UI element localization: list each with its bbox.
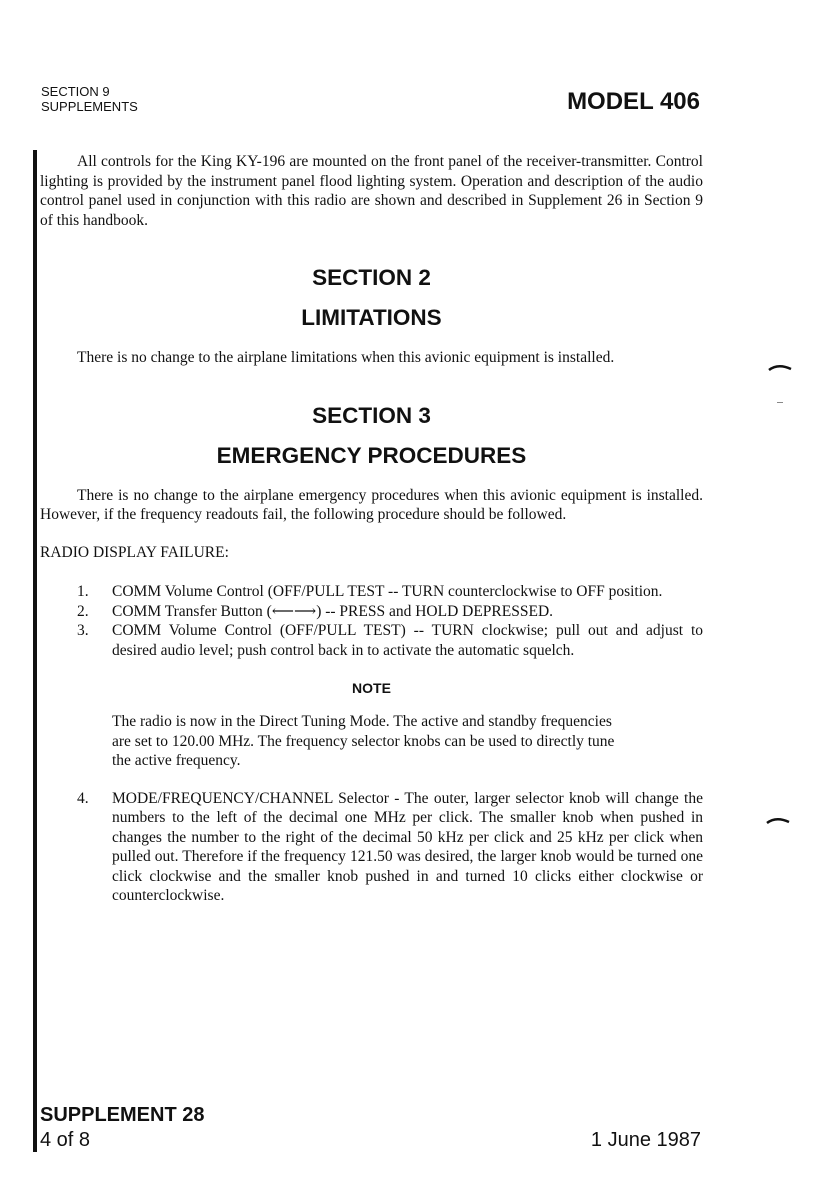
header-section-label — [41, 84, 138, 114]
list-item — [40, 789, 703, 906]
margin-mark-icon — [766, 816, 790, 824]
procedure-list — [40, 582, 703, 660]
step-text: COMM Volume Control (OFF/PULL TEST -- TURN counterclockwise to OFF position. — [112, 583, 663, 600]
footer-date: 1 June 1987 — [590, 1129, 701, 1151]
step-text: COMM Volume Control (OFF/PULL TEST) -- TURN clockwise; pull out and adjust to desired audio level; push control back in to activate the automatic squelch. — [112, 622, 703, 659]
list-item — [40, 621, 703, 660]
section3-text: There is no change to the airplane emergency procedures when this avionic equipment is installed. However, if the frequency readouts fail, the following procedure should be followed. — [40, 486, 703, 523]
failure-heading: RADIO DISPLAY FAILURE: — [40, 543, 229, 561]
revision-bar — [33, 150, 37, 1152]
note-heading: NOTE — [352, 680, 391, 696]
header-subsection: SUPPLEMENTS — [41, 99, 138, 114]
header-model: MODEL 406 — [567, 88, 700, 115]
margin-dash — [777, 402, 783, 403]
footer-supplement: SUPPLEMENT 28 — [40, 1104, 205, 1126]
note-text: The radio is now in the Direct Tuning Mode. The active and standby frequencies are set to 120.00 MHz. The frequency selector knobs can be used to directly tune the active frequency. — [112, 713, 615, 769]
step-text: MODE/FREQUENCY/CHANNEL Selector - The outer, larger selector knob will change the numbers to the left of the decimal one MHz per click. The smaller knob when pushed in changes the number to the right of the decimal 50 kHz per click and 25 kHz per click when pulled out. Therefore if the frequency 121.50 was desired, the larger knob would be turned one click clockwise and the smaller knob pushed in and turned 10 clicks either clockwise or counterclockwise. — [112, 789, 703, 904]
list-item — [40, 582, 703, 602]
section2-title: LIMITATIONS — [301, 305, 442, 330]
step-number: 2. — [77, 602, 89, 620]
margin-mark-icon — [768, 363, 792, 371]
footer-page-number: 4 of 8 — [40, 1129, 91, 1151]
section3-number: SECTION 3 — [312, 402, 431, 428]
step-number: 3. — [77, 622, 89, 639]
section2-text: There is no change to the airplane limitations when this avionic equipment is installed. — [77, 349, 615, 366]
procedure-list-continued — [40, 789, 703, 906]
section3-title: EMERGENCY PROCEDURES — [216, 442, 527, 468]
section2-number: SECTION 2 — [312, 265, 431, 290]
step-number: 1. — [77, 583, 89, 600]
page-body — [40, 152, 703, 906]
header-section: SECTION 9 — [41, 84, 110, 99]
list-item — [40, 602, 703, 622]
intro-paragraph: All controls for the King KY-196 are mounted on the front panel of the receiver-transmitter. Control lighting is provided by the instrument panel flood lighting system. Operation and description of the audio control panel used in conjunction with this radio are shown and described in Supplement 26 in Section 9 of this handbook. — [40, 153, 703, 229]
step-number: 4. — [77, 789, 89, 807]
step-text: COMM Transfer Button (⟵⟶) -- PRESS and HOLD DEPRESSED. — [112, 602, 554, 620]
